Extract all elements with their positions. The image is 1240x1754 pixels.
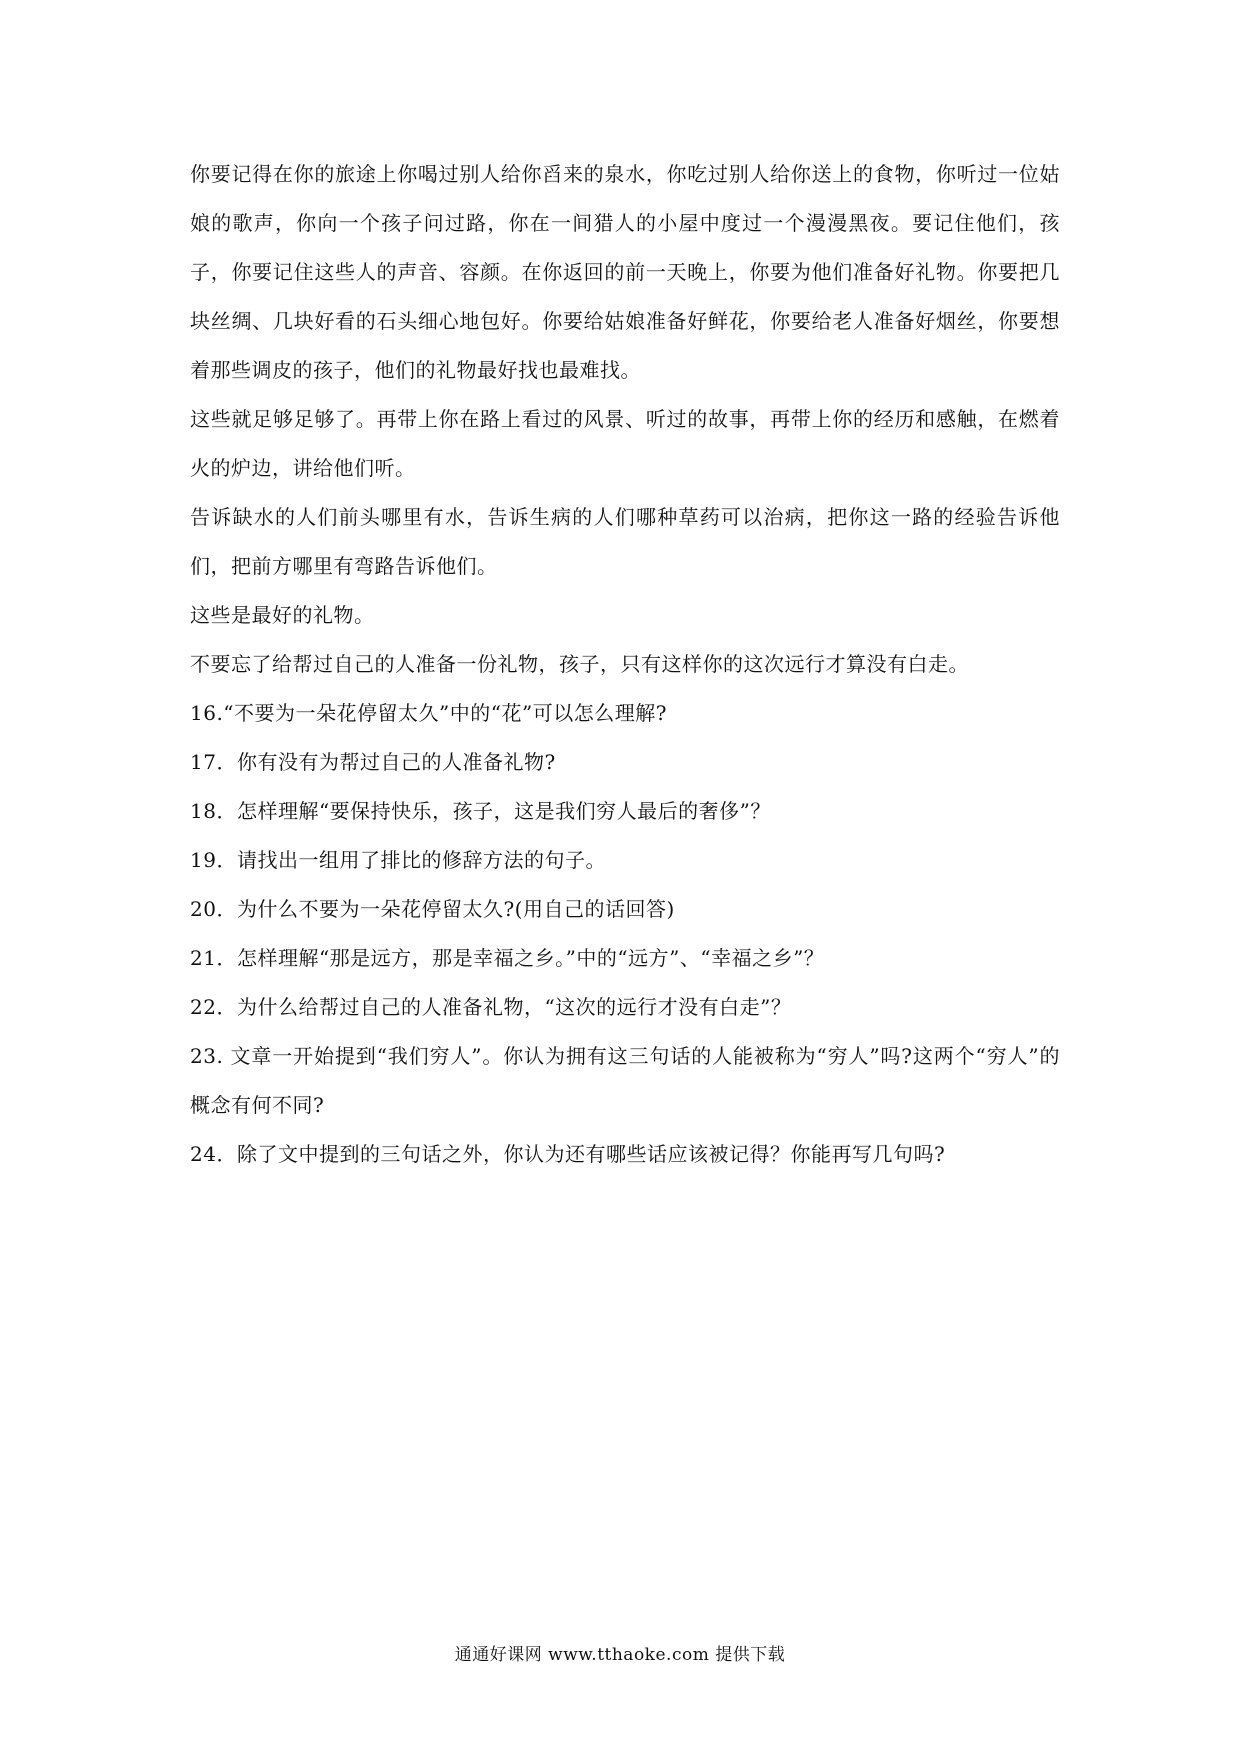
passage-paragraph: 不要忘了给帮过自己的人准备一份礼物，孩子，只有这样你的这次远行才算没有白走。 bbox=[190, 652, 969, 676]
question-16: 16.“不要为一朵花停留太久”中的“花”可以怎么理解? bbox=[190, 701, 667, 725]
document-body bbox=[190, 150, 1060, 1179]
passage-paragraph: 告诉缺水的人们前头哪里有水，告诉生病的人们哪种草药可以治病，把你这一路的经验告诉他们，把前方哪里有弯路告诉他们。 bbox=[190, 505, 1060, 578]
question-23: 23. 文章一开始提到“我们穷人”。你认为拥有这三句话的人能被称为“穷人”吗?这两个“穷人”的概念有何不同? bbox=[190, 1044, 1060, 1117]
page-footer: 通通好课网 www.tthaoke.com 提供下载 bbox=[454, 1645, 786, 1665]
passage-paragraph: 这些是最好的礼物。 bbox=[190, 603, 375, 627]
passage-paragraph: 你要记得在你的旅途上你喝过别人给你舀来的泉水，你吃过别人给你送上的食物，你听过一位姑娘的歌声，你向一个孩子问过路，你在一间猎人的小屋中度过一个漫漫黑夜。要记住他们，孩子，你要记住这些人的声音、容颜。在你返回的前一天晚上，你要为他们准备好礼物。你要把几块丝绸、几块好看的石头细心地包好。你要给姑娘准备好鲜花，你要给老人准备好烟丝，你要想着那些调皮的孩子，他们的礼物最好找也最难找。 bbox=[190, 162, 1060, 382]
question-24: 24．除了文中提到的三句话之外，你认为还有哪些话应该被记得？你能再写几句吗? bbox=[190, 1142, 946, 1166]
question-22: 22．为什么给帮过自己的人准备礼物，“这次的远行才没有白走”？ bbox=[190, 995, 792, 1019]
question-17: 17．你有没有为帮过自己的人准备礼物? bbox=[190, 750, 556, 774]
question-18: 18．怎样理解“要保持快乐，孩子，这是我们穷人最后的奢侈”？ bbox=[190, 799, 771, 823]
question-19: 19．请找出一组用了排比的修辞方法的句子。 bbox=[190, 848, 606, 872]
passage-paragraph: 这些就足够足够了。再带上你在路上看过的风景、听过的故事，再带上你的经历和感触，在燃着火的炉边，讲给他们听。 bbox=[190, 407, 1060, 480]
question-21: 21．怎样理解“那是远方，那是幸福之乡。”中的“远方”、“幸福之乡”？ bbox=[190, 946, 825, 970]
question-20: 20．为什么不要为一朵花停留太久?(用自己的话回答) bbox=[190, 897, 675, 921]
